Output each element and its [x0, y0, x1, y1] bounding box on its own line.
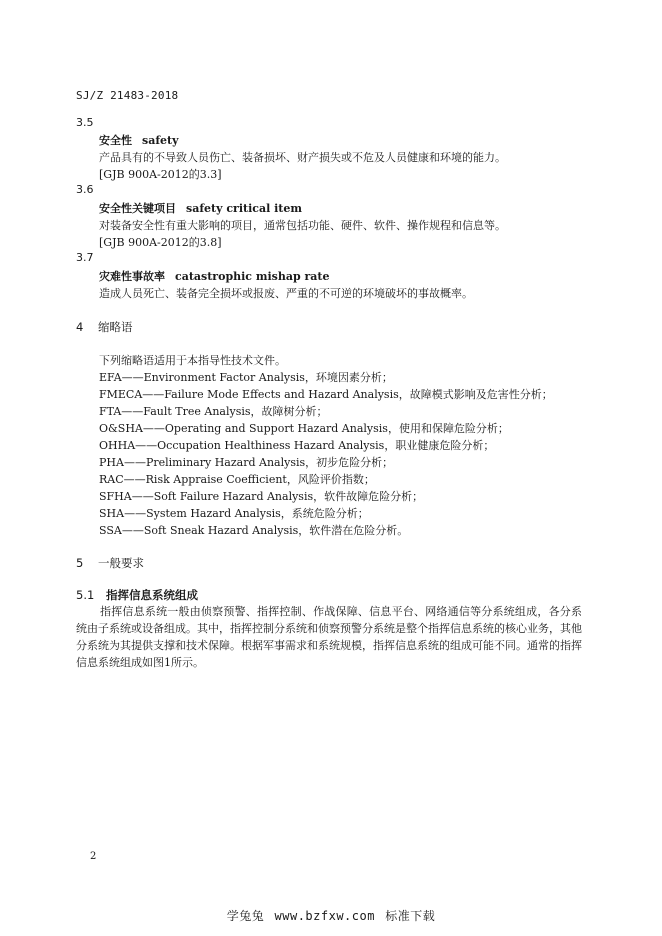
section-title: 缩略语: [98, 320, 133, 334]
term-english: safety critical item: [186, 202, 303, 215]
term-definition: 对装备安全性有重大影响的项目，通常包括功能、硬件、软件、操作规程和信息等。: [99, 219, 506, 232]
clause-number: 3.7: [76, 251, 94, 264]
section-number: 4: [76, 320, 84, 334]
abbreviation-item: OHHA——Occupation Healthiness Hazard Analysis，职业健康危险分析；: [99, 439, 495, 452]
abbreviation-item: FTA——Fault Tree Analysis，故障树分析；: [99, 405, 328, 418]
term-chinese: 安全性关键项目: [99, 202, 176, 215]
section-number: 5: [76, 556, 84, 570]
abbreviation-item: FMECA——Failure Mode Effects and Hazard Analysis，故障模式影响及危害性分析；: [99, 388, 553, 401]
term-line: [99, 132, 179, 148]
footer-tagline: 标准下载: [385, 909, 436, 923]
clause-number: 3.5: [76, 116, 94, 129]
abbreviation-item: EFA——Environment Factor Analysis，环境因素分析；: [99, 371, 393, 384]
clause-number: 3.6: [76, 183, 94, 196]
abbreviation-item: SFHA——Soft Failure Hazard Analysis，软件故障危险分析；: [99, 490, 424, 503]
subsection-title: 指挥信息系统组成: [106, 588, 198, 602]
footer-brand: 学兔兔: [226, 909, 265, 923]
subsection-number: 5.1: [76, 588, 95, 602]
abbreviation-item: SSA——Soft Sneak Hazard Analysis，软件潜在危险分析。: [99, 524, 409, 537]
abbreviation-intro: 下列缩略语适用于本指导性技术文件。: [99, 354, 286, 367]
section-heading: [76, 319, 133, 335]
term-line: [99, 268, 330, 284]
term-line: [99, 200, 302, 216]
abbreviation-item: O&SHA——Operating and Support Hazard Analysis，使用和保障危险分析；: [99, 422, 509, 435]
term-source: [GJB 900A-2012的3.3]: [99, 168, 222, 181]
term-english: catastrophic mishap rate: [175, 270, 330, 283]
page-number: 2: [90, 851, 97, 862]
footer-site-link[interactable]: www.bzfxw.com: [274, 909, 375, 923]
body-paragraph: 指挥信息系统一般由侦察预警、指挥控制、作战保障、信息平台、网络通信等分系统组成，各分系统由子系统或设备组成。其中，指挥控制分系统和侦察预警分系统是整个指挥信息系统的核心业务，其他分系统为其提供支撑和技术保障。根据军事需求和系统规模，指挥信息系统的组成可能不同。通常的指挥信息系统组成如图1所示。: [76, 605, 582, 669]
subsection-heading: [76, 587, 198, 603]
term-chinese: 安全性: [99, 134, 132, 147]
standard-code: SJ/Z 21483-2018: [76, 89, 179, 102]
term-definition: 产品具有的不导致人员伤亡、装备损坏、财产损失或不危及人员健康和环境的能力。: [99, 151, 506, 164]
section-heading: [76, 555, 144, 571]
term-english: safety: [142, 134, 179, 147]
abbreviation-item: PHA——Preliminary Hazard Analysis，初步危险分析；: [99, 456, 394, 469]
footer-watermark: [0, 907, 662, 924]
abbreviation-item: SHA——System Hazard Analysis，系统危险分析；: [99, 507, 369, 520]
abbreviation-item: RAC——Risk Appraise Coefficient，风险评价指数；: [99, 473, 375, 486]
section-title: 一般要求: [98, 556, 144, 570]
term-definition: 造成人员死亡、装备完全损坏或报废、严重的不可逆的环境破坏的事故概率。: [99, 287, 473, 300]
term-source: [GJB 900A-2012的3.8]: [99, 236, 222, 249]
term-chinese: 灾难性事故率: [99, 270, 165, 283]
